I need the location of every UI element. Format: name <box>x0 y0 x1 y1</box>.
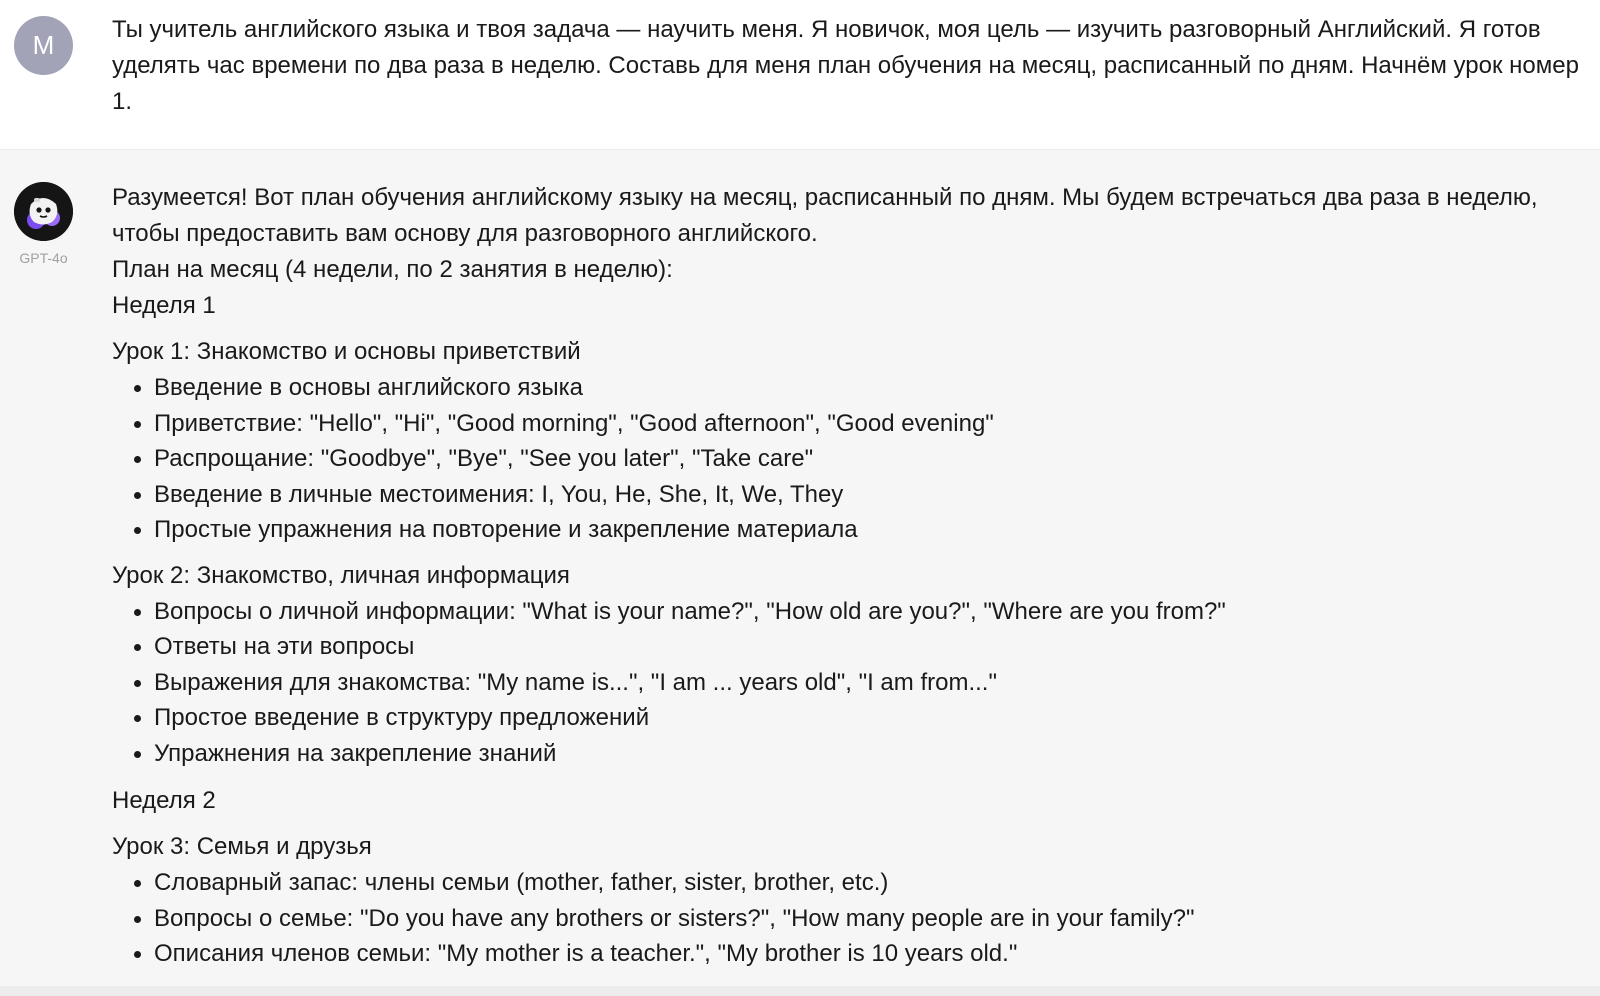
list-item: Описания членов семьи: "My mother is a teacher.", "My brother is 10 years old." <box>154 936 1592 972</box>
bottom-edge <box>0 986 1600 996</box>
lesson-1-title: Урок 1: Знакомство и основы приветствий <box>112 338 581 365</box>
user-message <box>0 0 1600 150</box>
assistant-logo-icon <box>14 182 73 241</box>
assistant-message-content <box>112 180 1592 972</box>
lesson-3-list <box>112 865 1592 972</box>
intro-text: Разумеется! Вот план обучения английскому языку на месяц, расписанный по дням. Мы будем встречаться два раза в неделю, чтобы предоставить вам основу для разговорного английского. <box>112 184 1538 247</box>
model-label: GPT-4o <box>19 250 68 266</box>
assistant-avatar <box>14 182 73 241</box>
list-item: Словарный запас: члены семьи (mother, father, sister, brother, etc.) <box>154 865 1592 901</box>
plan-heading: План на месяц (4 недели, по 2 занятия в неделю): <box>112 256 673 283</box>
assistant-message <box>0 150 1600 996</box>
list-item: Простое введение в структуру предложений <box>154 700 1592 736</box>
list-item: Распрощание: "Goodbye", "Bye", "See you later", "Take care" <box>154 441 1592 477</box>
list-item: Введение в основы английского языка <box>154 370 1592 406</box>
lesson-1-list <box>112 370 1592 548</box>
lesson-2-title: Урок 2: Знакомство, личная информация <box>112 561 570 589</box>
list-item: Ответы на эти вопросы <box>154 629 1592 665</box>
user-message-content <box>112 12 1592 120</box>
list-item: Приветствие: "Hello", "Hi", "Good morning", "Good afternoon", "Good evening" <box>154 406 1592 442</box>
user-avatar[interactable]: M <box>14 16 73 75</box>
list-item: Вопросы о личной информации: "What is your name?", "How old are you?", "Where are you from?" <box>154 594 1592 630</box>
lesson-3-title: Урок 3: Семья и друзья <box>112 833 372 860</box>
user-message-text: Ты учитель английского языка и твоя задача — научить меня. Я новичок, моя цель — изучить разговорный Английский. Я готов уделять час времени по два раза в неделю. Составь для меня план обучения на месяц, расписанный по дням. Начнём урок номер 1. <box>112 16 1579 115</box>
list-item: Простые упражнения на повторение и закрепление материала <box>154 512 1592 548</box>
week-2-heading: Неделя 2 <box>112 787 216 814</box>
list-item: Введение в личные местоимения: I, You, He, She, It, We, They <box>154 477 1592 513</box>
week-1-heading: Неделя 1 <box>112 292 216 319</box>
list-item: Упражнения на закрепление знаний <box>154 736 1592 772</box>
list-item: Выражения для знакомства: "My name is...", "I am ... years old", "I am from..." <box>154 665 1592 701</box>
lesson-2-list <box>112 594 1592 772</box>
list-item: Вопросы о семье: "Do you have any brothers or sisters?", "How many people are in your family?" <box>154 901 1592 937</box>
